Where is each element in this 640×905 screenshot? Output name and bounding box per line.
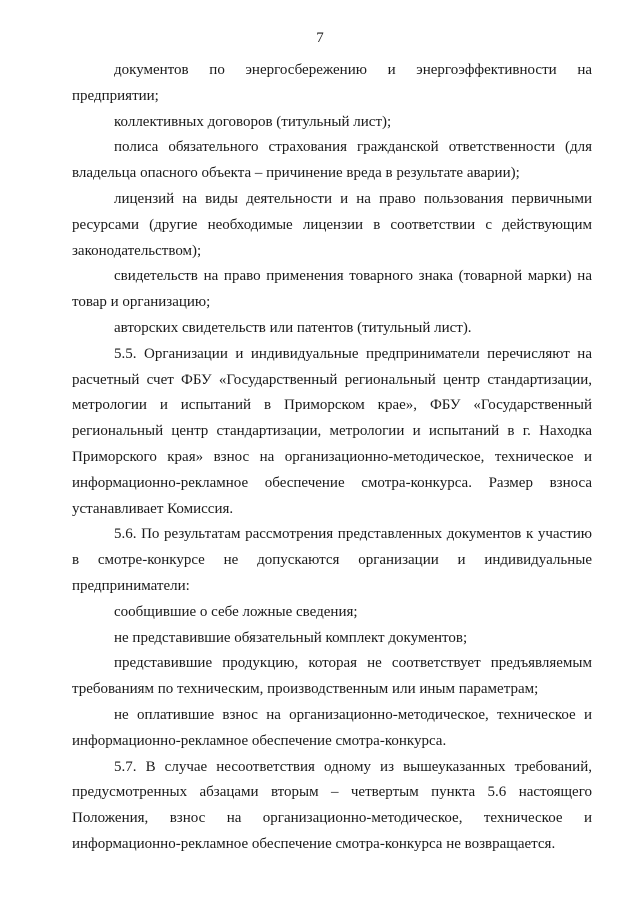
paragraph-5-7: 5.7. В случае несоответствия одному из вышеуказанных требований, предусмотренных абзацами вторым – четвертым пункта 5.6 настоящего Положения, взнос на организационно-методическое, техническое и информационно-рекламное обеспечение смотра-конкурса не возвращается. bbox=[72, 758, 592, 852]
document-body bbox=[72, 58, 592, 858]
paragraph-false-info: сообщившие о себе ложные сведения; bbox=[114, 603, 358, 620]
paragraph-patents: авторских свидетельств или патентов (титульный лист). bbox=[114, 319, 472, 336]
paragraph-licenses: лицензий на виды деятельности и на право пользования первичными ресурсами (другие необходимые лицензии в соответствии с действующим законодательством); bbox=[72, 190, 592, 259]
paragraph-energy-docs: документов по энергосбережению и энергоэффективности на предприятии; bbox=[72, 62, 592, 104]
paragraph-non-compliant-product: представившие продукцию, которая не соответствует предъявляемым требованиям по техническим, производственным или иным параметрам; bbox=[72, 655, 592, 698]
page-number: 7 bbox=[316, 30, 324, 46]
paragraph-collective-agreements: коллективных договоров (титульный лист); bbox=[114, 113, 392, 130]
paragraph-insurance-policy: полиса обязательного страхования гражданской ответственности (для владельца опасного объекта – причинение вреда в результате аварии); bbox=[72, 139, 592, 182]
paragraph-unpaid-fee: не оплатившие взнос на организационно-методическое, техническое и информационно-рекламное обеспечение смотра-конкурса. bbox=[72, 706, 592, 749]
paragraph-missing-docs: не представившие обязательный комплект документов; bbox=[114, 629, 468, 646]
paragraph-5-6: 5.6. По результатам рассмотрения представленных документов к участию в смотре-конкурсе не допускаются организации и индивидуальные предприниматели: bbox=[72, 526, 592, 594]
paragraph-5-5: 5.5. Организации и индивидуальные предприниматели перечисляют на расчетный счет ФБУ «Государственный региональный центр стандартизации, метрологии и испытаний в Приморском крае», ФБУ «Государственный региональный центр стандартизации, метрологии и испытаний в г. Находка Приморского края» взнос на организационно-методическое, техническое и информационно-рекламное обеспечение смотра-конкурса. Размер взноса устанавливает Комиссия. bbox=[72, 345, 592, 517]
paragraph-trademark-certificates: свидетельств на право применения товарного знака (товарной марки) на товар и организацию; bbox=[72, 268, 592, 311]
